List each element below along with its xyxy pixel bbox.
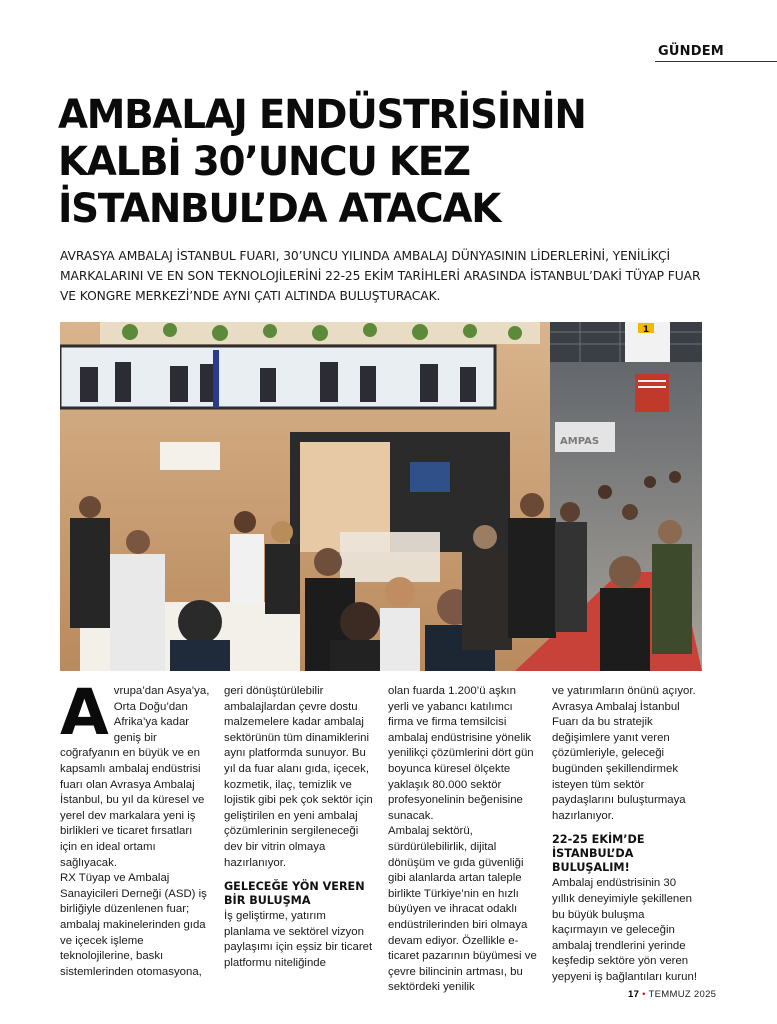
subheading: GELECEĞE YÖN VEREN BİR BULUŞMA (224, 880, 365, 908)
section-tag: GÜNDEM (658, 44, 724, 59)
headline-line-3: İSTANBUL’DA ATACAK (58, 186, 501, 232)
section-rule (655, 61, 777, 62)
column-4 (552, 684, 702, 983)
headline (58, 92, 698, 233)
paragraph: geri dönüştürülebilir ambalajlardan çevre dostu malzemelere kadar ambalaj sektörünün tüm dinamiklerini aynı platformda sunuyor. Bu yıl da fuar alanı gıda, içecek, kozmetik, ilaç, temizlik ve lojistik gibi pek çok sektör için geliştirilen en yeni ambalaj çözümlerinin sergileneceği dev bir vitrin olmaya hazırlanıyor. (224, 685, 373, 869)
page-footer (628, 989, 716, 1000)
paragraph: Avrupa’dan Asya’ya, Orta Doğu’dan Afrika’ya kadar geniş bir coğrafyanın en büyük ve en kapsamlı ambalaj endüstrisi fuarı olan Avrasya Ambalaj İstanbul, bu yıl da küresel ve yerel dev markalara yeni iş birlikleri ve ticaret fırsatları için en ideal ortamı sağlıyacak. (60, 676, 210, 869)
paragraph: olan fuarda 1.200’ü aşkın yerli ve yabancı katılımcı firma ve firma temsilcisi ambalaj endüstrisine yönelik yenilikçi çözümlerini dört gün boyunca küresel ölçekte yaklaşık 80.000 sektör profesyonelinin beğenisine sunacak. (388, 685, 534, 822)
paragraph: Ambalaj sektörü, sürdürülebilirlik, dijital dönüşüm ve gıda güvenliği gibi alanlarda artan taleple birlikte Türkiye’nin en hızlı büyüyen ve ihracat odaklı endüstrilerinden biri olmaya devam ediyor. Özellikle e-ticaret pazarının büyümesi ve çevre bilincinin artması, bu sektördeki yenilik (388, 825, 537, 994)
headline-line-1: AMBALAJ ENDÜSTRİSİNİN (58, 92, 586, 138)
column-3 (388, 684, 538, 994)
paragraph: ve yatırımların önünü açıyor. Avrasya Ambalaj İstanbul Fuarı da bu stratejik değişimlere yanıt veren çözümleriyle, geleceği bugünden şekillendirmek isteyen tüm sektör paydaşlarını buluşturmaya hazırlanıyor. (552, 685, 696, 822)
paragraph: İş geliştirme, yatırım planlama ve sektörel vizyon paylaşımı için eşsiz bir ticaret platformu niteliğinde (224, 910, 373, 969)
paragraph: Ambalaj endüstrisinin 30 yıllık deneyimiyle şekillenen bu büyük buluşma kaçırmayın ve geleceğin ambalaj trendlerini yerinde keşfedip sektöre yön veren yepyeni iş bağlantıları kurun! (552, 877, 697, 983)
column-1 (60, 676, 210, 978)
booth-sign: AMPAS (560, 436, 600, 447)
footer-separator: • (642, 989, 646, 1000)
page-number: 17 (628, 989, 640, 1000)
subheading: 22-25 EKİM’DE İSTANBUL’DA BULUŞALIM! (552, 833, 645, 875)
headline-line-2: KALBİ 30’UNCU KEZ (58, 139, 470, 185)
paragraph: RX Tüyap ve Ambalaj Sanayicileri Derneği (ASD) iş birliğiyle düzenlenen fuar; ambalaj makinelerinden gıda ve içecek işleme teknolojilerine, baskı sistemlerinden otomasyona, (60, 872, 207, 978)
column-2 (224, 684, 374, 974)
lead-paragraph: AVRASYA AMBALAJ İSTANBUL FUARI, 30’UNCU YILINDA AMBALAJ DÜNYASININ LİDERLERİNİ, YENİLİKÇİ MARKALARINI VE EN SON TEKNOLOJİLERİNİ 22-25 EKİM TARİHLERİ ARASINDA İSTANBUL’DAKİ TÜYAP FUAR VE KONGRE MERKEZİ’NDE AYNI ÇATI ALTINDA BULUŞTURACAK. (60, 249, 701, 303)
drop-cap: A (60, 676, 109, 749)
trade-fair-photo (60, 322, 702, 671)
hall-sign-number: 1 (642, 325, 650, 335)
issue-date: TEMMUZ 2025 (648, 989, 717, 1000)
article-body (60, 676, 702, 994)
